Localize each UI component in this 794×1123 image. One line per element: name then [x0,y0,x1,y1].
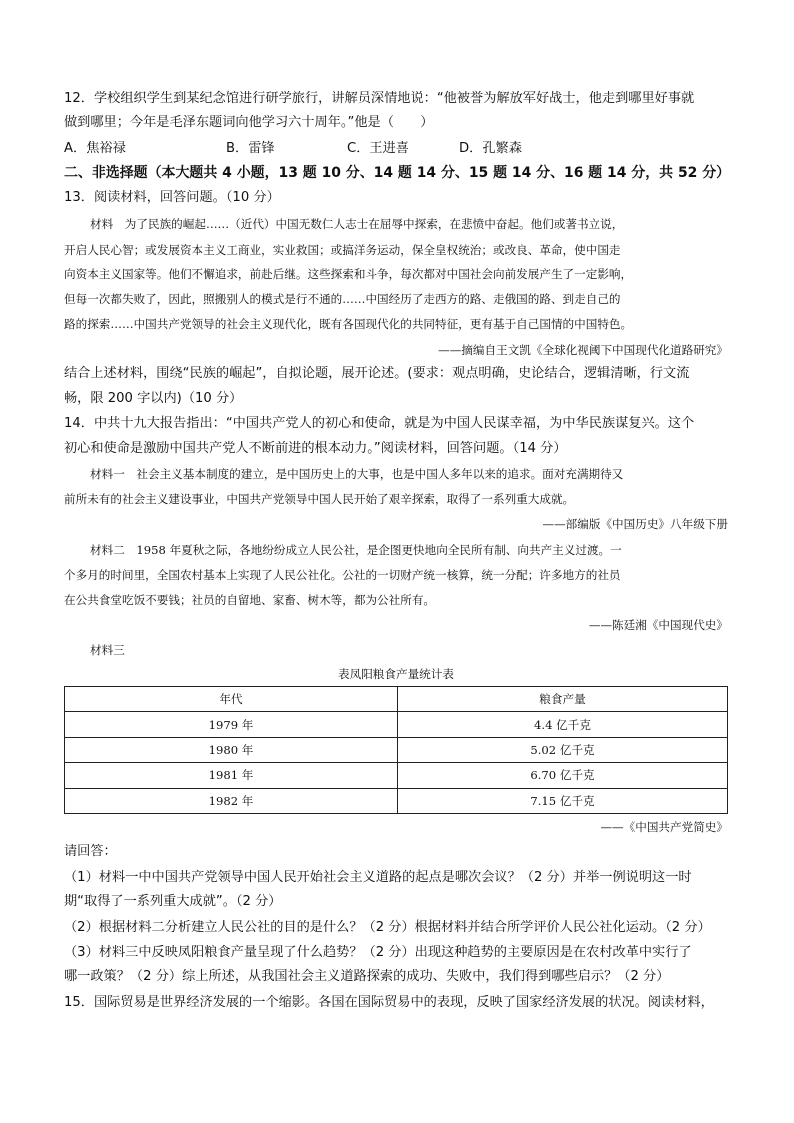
q13-task-line-1: 结合上述材料，围绕“民族的崛起”，自拟论题，展开论述。(要求：观点明确，史论结合，逻辑清晰，行文流 [64,366,690,381]
q12-option-b: B．雷锋 [226,141,275,156]
q14-material-1-source: ——部编版《中国历史》八年级下册 [542,517,728,531]
table-cell-output: 6.70 亿千克 [398,763,728,788]
table-title: 表凤阳粮食产量统计表 [338,667,454,681]
q12-option-a: A．焦裕禄 [64,141,126,156]
q14-intro-line-1: 14．中共十九大报告指出：“中国共产党人的初心和使命，就是为中国人民谋幸福，为中华民族谋复兴。这个 [64,416,695,431]
q14-sub1-line-2: 期“取得了一系列重大成就”。（2 分） [64,894,282,909]
grain-output-table [64,686,728,814]
table-header-output: 粮食产量 [398,687,728,712]
q14-material-1-line: 材料一 社会主义基本制度的建立，是中国历史上的大事，也是中国人多年以来的追求。面对充满期待又 [90,467,624,481]
q14-material-2-line: 个多月的时间里，全国农村基本上实现了人民公社化。公社的一切财产统一核算，统一分配；许多地方的社员 [64,568,621,582]
q13-material-line: 但每一次都失败了，因此，照搬别人的模式是行不通的……中国经历了走西方的路、走俄国的路、到走自己的 [64,292,621,306]
q13-material-line: 开启人民心智；或发展资本主义工商业，实业救国；或搞洋务运动，保全皇权统治；或改良、革命，使中国走 [64,243,621,257]
q14-sub2: （2）根据材料二分析建立人民公社的目的是什么？（2 分）根据材料并结合所学评价人民公社化运动。（2 分） [64,920,711,935]
q13-source: ——摘编自王文凯《全球化视阈下中国现代化道路研究》 [438,343,728,357]
table-cell-year: 1981 年 [65,763,398,788]
section-2-heading: 二、非选择题（本大题共 4 小题，13 题 10 分、14 题 14 分、15 题 14 分、16 题 14 分，共 52 分） [64,165,731,181]
table-cell-year: 1982 年 [65,788,398,813]
q12-line-2: 做到哪里；今年是毛泽东题词向他学习六十周年。”他是（ ） [64,115,434,130]
q14-material-2-source: ——陈廷湘《中国现代史》 [588,618,728,632]
q14-ask: 请回答： [64,844,117,859]
table-source: ——《中国共产党简史》 [600,820,728,834]
q13-intro: 13．阅读材料，回答问题。（10 分） [64,190,280,205]
q14-sub1-line-1: （1）材料一中中国共产党领导中国人民开始社会主义道路的起点是哪次会议？（2 分）并举一例说明这一时 [64,870,692,885]
table-cell-output: 7.15 亿千克 [398,788,728,813]
q12-line-1: 12．学校组织学生到某纪念馆进行研学旅行，讲解员深情地说：“他被誉为解放军好战士，他走到哪里好事就 [64,91,695,106]
q13-material-line: 向资本主义国家等。他们不懈追求，前赴后继。这些探索和斗争，每次都对中国社会向前发展产生了一定影响， [64,267,633,281]
q14-material-3-label: 材料三 [90,643,125,657]
q14-sub3-line-1: （3）材料三中反映凤阳粮食产量呈现了什么趋势？（2 分）出现这种趋势的主要原因是在农村改革中实行了 [64,945,692,960]
table-row [65,737,728,762]
q14-sub3-line-2: 哪一政策？（2 分）综上所述，从我国社会主义道路探索的成功、失败中，我们得到哪些启示？（2 分） [64,969,670,984]
table-cell-year: 1979 年 [65,712,398,737]
q13-material-line: 路的探索……中国共产党领导的社会主义现代化，既有各国现代化的共同特征，更有基于自己国情的中国特色。 [64,317,633,331]
q13-material-line: 材料 为了民族的崛起……（近代）中国无数仁人志士在屈辱中探索，在悲愤中奋起。他们或著书立说， [90,217,624,231]
q14-material-2-line: 在公共食堂吃饭不要钱；社员的自留地、家畜、树木等，都为公社所有。 [64,593,436,607]
table-header-year: 年代 [65,687,398,712]
q15-line-1: 15．国际贸易是世界经济发展的一个缩影。各国在国际贸易中的表现，反映了国家经济发展的状况。阅读材料， [64,995,714,1010]
table-cell-year: 1980 年 [65,737,398,762]
q14-material-2-line: 材料二 1958 年夏秋之际，各地纷纷成立人民公社，是企图更快地向全民所有制、向共产主义过渡。一 [90,543,622,557]
q12-option-c: C．王进喜 [347,141,409,156]
q14-intro-line-2: 初心和使命是激励中国共产党人不断前进的根本动力。”阅读材料，回答问题。（14 分） [64,441,567,456]
table-cell-output: 5.02 亿千克 [398,737,728,762]
q13-task-line-2: 畅，限 200 字以内)（10 分） [64,391,243,406]
table-row [65,788,728,813]
table-row [65,763,728,788]
table-row [65,712,728,737]
table-header-row [65,687,728,712]
table-cell-output: 4.4 亿千克 [398,712,728,737]
q12-option-d: D．孔繁森 [459,141,522,156]
q14-material-1-line: 前所未有的社会主义建设事业，中国共产党领导中国人民开始了艰辛探索，取得了一系列重大成就。 [64,492,575,506]
